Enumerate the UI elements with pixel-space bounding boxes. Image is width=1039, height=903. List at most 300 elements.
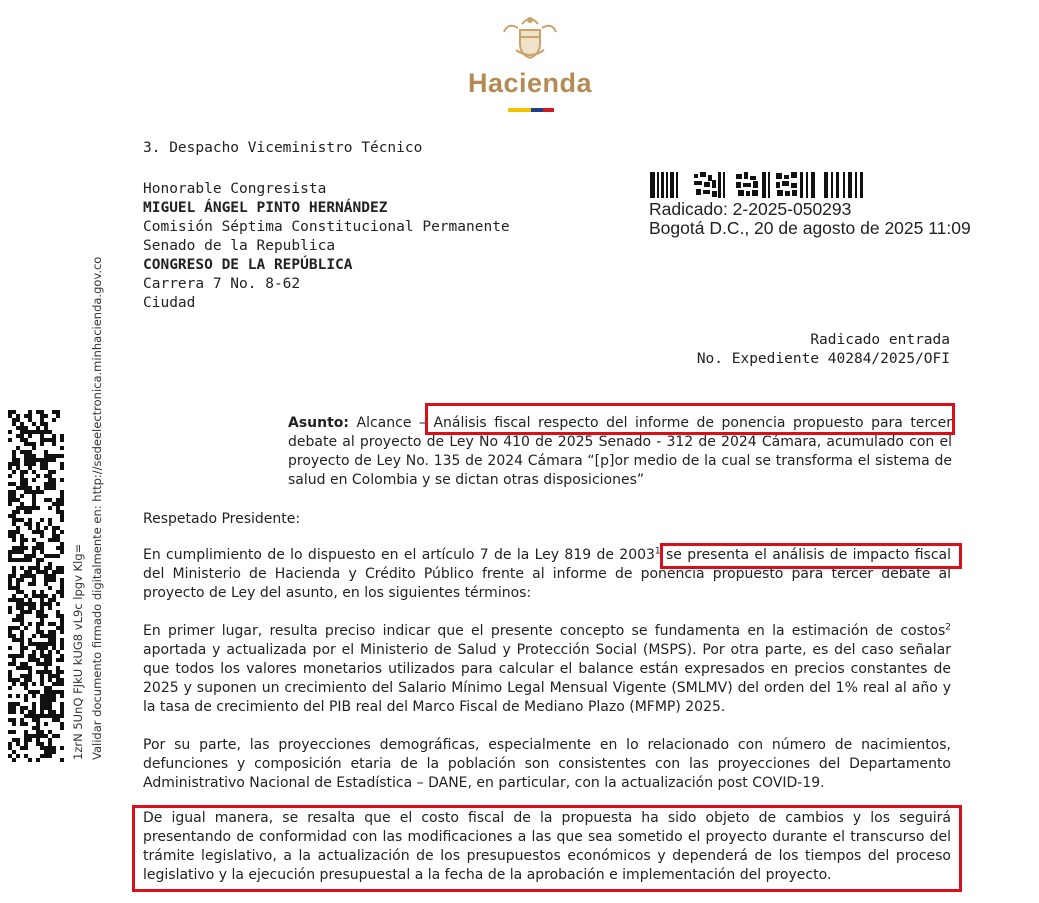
code-cell [60, 642, 64, 646]
code-cell [56, 678, 60, 682]
code-cell [28, 602, 32, 606]
code-cell [8, 646, 12, 650]
code-cell [8, 662, 12, 666]
recipient-institution: CONGRESO DE LA REPÚBLICA [143, 257, 353, 273]
code-cell [48, 578, 52, 582]
code-cell [52, 578, 56, 582]
code-cell [24, 510, 28, 514]
code-cell [48, 694, 52, 698]
code-cell [44, 594, 48, 598]
code-cell [8, 550, 12, 554]
code-cell [40, 754, 44, 758]
code-cell [8, 710, 12, 714]
code-cell [48, 470, 52, 474]
code-cell [60, 758, 64, 762]
code-cell [16, 582, 20, 586]
code-cell [24, 430, 28, 434]
code-cell [28, 666, 32, 670]
code-cell [32, 702, 36, 706]
code-cell [16, 590, 20, 594]
code-cell [32, 478, 36, 482]
code-cell [36, 530, 40, 534]
code-cell [40, 670, 44, 674]
code-cell [60, 590, 64, 594]
p1-end: del Ministerio de Hacienda y Crédito Público frente al informe de ponencia propuesto para tercer debate al proyecto de Ley del asunto, en los siguientes términos: [143, 566, 951, 601]
code-cell [24, 698, 28, 702]
code-cell [16, 434, 20, 438]
code-cell [36, 690, 40, 694]
code-cell [60, 706, 64, 710]
code-cell [28, 734, 32, 738]
code-cell [40, 542, 44, 546]
code-cell [48, 630, 52, 634]
code-cell [56, 718, 60, 722]
code-cell [24, 458, 28, 462]
code-cell [40, 462, 44, 466]
side-code-text: 1zrN 5UnQ FJkU kUG8 vL9c lpgv Klg= [71, 543, 85, 760]
code-cell [16, 530, 20, 534]
code-cell [36, 566, 40, 570]
code-cell [24, 594, 28, 598]
code-cell [36, 558, 40, 562]
code-cell [28, 598, 32, 602]
code-cell [60, 726, 64, 730]
code-cell [52, 458, 56, 462]
code-cell [52, 634, 56, 638]
code-cell [44, 722, 48, 726]
code-cell [20, 722, 24, 726]
code-cell [32, 714, 36, 718]
code-cell [48, 642, 52, 646]
code-cell [52, 622, 56, 626]
code-cell [60, 498, 64, 502]
code-cell [28, 462, 32, 466]
code-cell [20, 610, 24, 614]
code-cell [40, 630, 44, 634]
code-cell [44, 482, 48, 486]
code-cell [20, 518, 24, 522]
code-cell [44, 750, 48, 754]
code-cell [36, 626, 40, 630]
code-cell [20, 674, 24, 678]
code-cell [48, 706, 52, 710]
code-cell [44, 670, 48, 674]
code-cell [24, 686, 28, 690]
code-cell [12, 538, 16, 542]
code-cell [44, 698, 48, 702]
code-cell [52, 574, 56, 578]
code-cell [56, 602, 60, 606]
code-cell [16, 526, 20, 530]
code-cell [48, 522, 52, 526]
code-cell [28, 506, 32, 510]
code-cell [60, 494, 64, 498]
code-cell [12, 418, 16, 422]
code-cell [32, 602, 36, 606]
code-cell [40, 590, 44, 594]
code-cell [56, 566, 60, 570]
code-cell [24, 470, 28, 474]
code-cell [36, 662, 40, 666]
code-cell [60, 514, 64, 518]
code-cell [20, 666, 24, 670]
code-cell [48, 538, 52, 542]
code-cell [56, 410, 60, 414]
code-cell [24, 454, 28, 458]
code-cell [8, 530, 12, 534]
code-cell [48, 738, 52, 742]
code-cell [56, 502, 60, 506]
recipient-line2: Senado de la Republica [143, 238, 336, 254]
code-cell [48, 742, 52, 746]
code-cell [44, 754, 48, 758]
code-cell [16, 446, 20, 450]
code-cell [52, 486, 56, 490]
code-cell [32, 582, 36, 586]
code-cell [12, 618, 16, 622]
code-cell [36, 570, 40, 574]
code-cell [60, 702, 64, 706]
code-cell [32, 682, 36, 686]
code-cell [12, 594, 16, 598]
code-cell [8, 702, 12, 706]
code-cell [60, 746, 64, 750]
code-cell [48, 474, 52, 478]
code-cell [40, 710, 44, 714]
code-cell [40, 558, 44, 562]
code-cell [60, 566, 64, 570]
code-cell [24, 522, 28, 526]
code-cell [16, 518, 20, 522]
code-cell [12, 470, 16, 474]
code-cell [24, 730, 28, 734]
code-cell [8, 574, 12, 578]
code-cell [40, 442, 44, 446]
code-cell [56, 554, 60, 558]
code-cell [44, 702, 48, 706]
code-cell [8, 474, 12, 478]
code-cell [48, 518, 52, 522]
code-cell [56, 506, 60, 510]
code-cell [8, 482, 12, 486]
hacienda-logo [460, 10, 600, 120]
code-cell [28, 414, 32, 418]
code-cell [52, 538, 56, 542]
code-cell [24, 538, 28, 542]
code-cell [60, 678, 64, 682]
code-cell [8, 606, 12, 610]
code-cell [8, 742, 12, 746]
code-cell [24, 438, 28, 442]
code-cell [60, 582, 64, 586]
code-cell [16, 694, 20, 698]
code-cell [36, 562, 40, 566]
code-cell [36, 658, 40, 662]
code-cell [44, 578, 48, 582]
code-cell [48, 486, 52, 490]
code-cell [24, 546, 28, 550]
code-cell [56, 570, 60, 574]
code-cell [32, 694, 36, 698]
code-cell [28, 510, 32, 514]
code-cell [44, 658, 48, 662]
code-cell [60, 682, 64, 686]
code-cell [52, 438, 56, 442]
code-cell [12, 550, 16, 554]
code-cell [28, 442, 32, 446]
code-cell [36, 474, 40, 478]
code-cell [60, 502, 64, 506]
code-cell [60, 542, 64, 546]
code-cell [40, 730, 44, 734]
code-cell [60, 466, 64, 470]
code-cell [52, 714, 56, 718]
code-cell [52, 442, 56, 446]
highlight-box-asunto [425, 403, 955, 435]
code-cell [32, 634, 36, 638]
code-cell [28, 466, 32, 470]
code-cell [40, 646, 44, 650]
code-cell [60, 654, 64, 658]
code-cell [60, 638, 64, 642]
code-cell [8, 578, 12, 582]
code-cell [52, 526, 56, 530]
code-cell [28, 710, 32, 714]
code-cell [24, 570, 28, 574]
code-cell [12, 498, 16, 502]
code-cell [24, 754, 28, 758]
code-cell [48, 586, 52, 590]
code-cell [32, 554, 36, 558]
code-cell [36, 542, 40, 546]
code-cell [60, 454, 64, 458]
code-cell [40, 614, 44, 618]
code-cell [16, 654, 20, 658]
code-cell [8, 626, 12, 630]
code-cell [44, 486, 48, 490]
code-cell [16, 558, 20, 562]
code-cell [12, 490, 16, 494]
code-cell [60, 710, 64, 714]
code-cell [40, 410, 44, 414]
code-cell [60, 586, 64, 590]
code-cell [60, 530, 64, 534]
code-cell [48, 662, 52, 666]
code-cell [32, 470, 36, 474]
code-cell [44, 422, 48, 426]
code-cell [36, 610, 40, 614]
code-cell [8, 654, 12, 658]
code-cell [28, 570, 32, 574]
code-cell [48, 562, 52, 566]
code-cell [44, 450, 48, 454]
code-cell [8, 694, 12, 698]
code-cell [20, 494, 24, 498]
paragraph-4: De igual manera, se resalta que el costo fiscal de la propuesta ha sido objeto de cambios y los seguirá presentando de conformidad con las modificaciones a las que sea sometido el proyecto durante el transcurso del trámite legislativo, a la actualización de los presupuestos económicos y dependerá de los tiempos del proceso legislativo y la ejecución presupuestal a la fecha de la aprobación e implementación del proyecto. [143, 810, 951, 883]
code-cell [28, 738, 32, 742]
code-cell [52, 682, 56, 686]
code-cell [52, 434, 56, 438]
code-cell [12, 482, 16, 486]
code-cell [20, 430, 24, 434]
code-cell [24, 478, 28, 482]
code-cell [20, 718, 24, 722]
code-cell [32, 590, 36, 594]
code-cell [44, 634, 48, 638]
recipient-address: Carrera 7 No. 8-62 [143, 276, 301, 292]
code-cell [52, 674, 56, 678]
code-cell [24, 574, 28, 578]
code-cell [16, 550, 20, 554]
code-cell [60, 614, 64, 618]
footnote-2: 2 [945, 622, 951, 633]
code-cell [44, 662, 48, 666]
code-cell [32, 642, 36, 646]
code-cell [40, 734, 44, 738]
code-cell [12, 570, 16, 574]
code-cell [52, 482, 56, 486]
code-cell [20, 630, 24, 634]
code-cell [16, 626, 20, 630]
code-cell [12, 458, 16, 462]
code-cell [48, 602, 52, 606]
code-cell [32, 442, 36, 446]
p2-start: En primer lugar, resulta preciso indicar que el presente concepto se fundamenta en la estimación de costos [143, 623, 946, 639]
code-cell [12, 574, 16, 578]
code-cell [32, 530, 36, 534]
code-cell [8, 534, 12, 538]
code-cell [48, 690, 52, 694]
code-cell [36, 522, 40, 526]
code-cell [60, 438, 64, 442]
code-cell [60, 618, 64, 622]
code-cell [12, 518, 16, 522]
recipient-block [143, 180, 583, 313]
code-cell [36, 490, 40, 494]
code-cell [56, 650, 60, 654]
code-cell [24, 490, 28, 494]
code-cell [24, 426, 28, 430]
asunto-highlight: Análisis fiscal respecto del informe de ponencia propuesto para tercer [433, 415, 952, 431]
code-cell [24, 506, 28, 510]
code-cell [12, 450, 16, 454]
code-cell [28, 554, 32, 558]
code-cell [28, 526, 32, 530]
code-cell [20, 574, 24, 578]
code-cell [36, 430, 40, 434]
code-cell [8, 630, 12, 634]
code-cell [32, 606, 36, 610]
code-cell [44, 734, 48, 738]
code-cell [40, 714, 44, 718]
code-cell [24, 554, 28, 558]
code-cell [40, 634, 44, 638]
side-2d-code [8, 410, 64, 762]
code-cell [60, 462, 64, 466]
code-cell [52, 690, 56, 694]
code-cell [48, 598, 52, 602]
code-cell [8, 558, 12, 562]
code-cell [48, 574, 52, 578]
code-cell [20, 542, 24, 546]
code-cell [8, 430, 12, 434]
code-cell [60, 626, 64, 630]
code-cell [48, 498, 52, 502]
code-cell [12, 718, 16, 722]
code-cell [16, 598, 20, 602]
code-cell [32, 718, 36, 722]
code-cell [12, 638, 16, 642]
code-cell [40, 530, 44, 534]
code-cell [60, 490, 64, 494]
code-cell [56, 546, 60, 550]
code-cell [56, 658, 60, 662]
code-cell [20, 534, 24, 538]
code-cell [40, 742, 44, 746]
code-cell [20, 634, 24, 638]
code-cell [16, 426, 20, 430]
code-cell [28, 410, 32, 414]
highlight-box-p4 [132, 805, 962, 892]
code-cell [32, 494, 36, 498]
code-cell [40, 706, 44, 710]
code-cell [8, 586, 12, 590]
code-cell [40, 702, 44, 706]
code-cell [28, 714, 32, 718]
code-cell [28, 610, 32, 614]
code-cell [32, 430, 36, 434]
code-cell [56, 610, 60, 614]
code-cell [8, 514, 12, 518]
code-cell [40, 458, 44, 462]
code-cell [20, 622, 24, 626]
code-cell [40, 534, 44, 538]
code-cell [20, 478, 24, 482]
code-cell [52, 594, 56, 598]
code-cell [12, 530, 16, 534]
code-cell [44, 566, 48, 570]
code-cell [20, 506, 24, 510]
code-cell [48, 698, 52, 702]
code-cell [52, 734, 56, 738]
code-cell [16, 510, 20, 514]
code-cell [24, 746, 28, 750]
code-cell [28, 658, 32, 662]
code-cell [28, 434, 32, 438]
code-cell [28, 450, 32, 454]
code-cell [24, 602, 28, 606]
code-cell [24, 558, 28, 562]
code-cell [36, 670, 40, 674]
code-cell [28, 674, 32, 678]
code-cell [44, 474, 48, 478]
code-cell [8, 414, 12, 418]
code-cell [40, 650, 44, 654]
code-cell [28, 490, 32, 494]
coat-of-arms-icon [460, 10, 600, 70]
code-cell [48, 714, 52, 718]
code-cell [16, 586, 20, 590]
code-cell [40, 598, 44, 602]
footnote-1: 1 [654, 546, 661, 557]
code-cell [44, 614, 48, 618]
code-cell [40, 602, 44, 606]
code-cell [36, 622, 40, 626]
office-line: 3. Despacho Viceministro Técnico [143, 140, 423, 156]
code-cell [60, 578, 64, 582]
code-cell [20, 486, 24, 490]
code-cell [32, 566, 36, 570]
